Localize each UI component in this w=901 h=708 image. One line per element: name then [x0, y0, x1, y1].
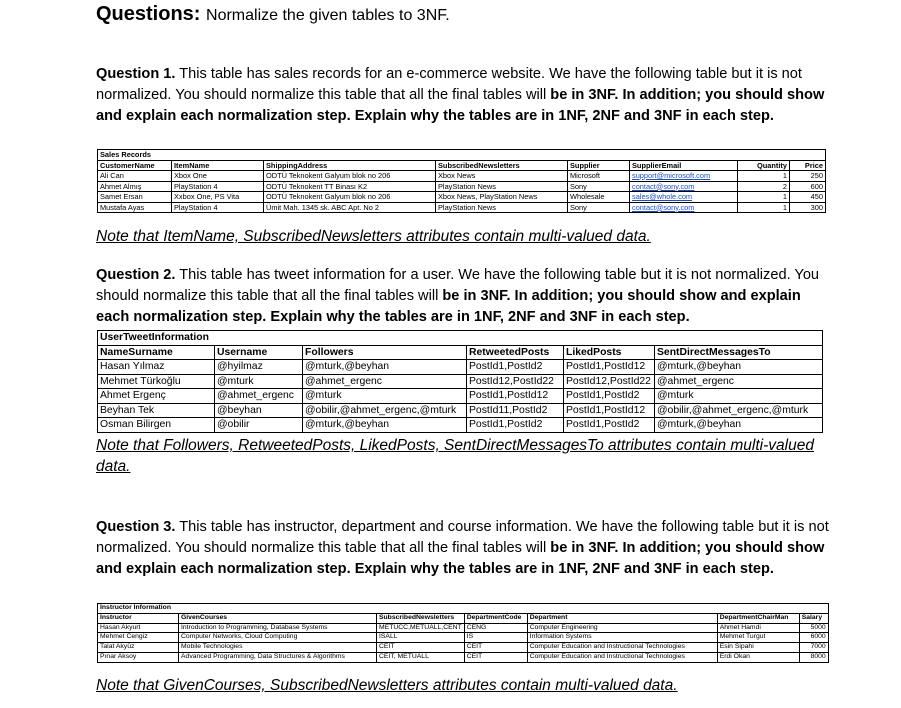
table-row: [98, 192, 826, 203]
table-cell: PostId1,PostId12: [564, 403, 655, 418]
table-row: [98, 418, 823, 433]
table-cell: 1: [738, 171, 790, 182]
question-3: [96, 517, 836, 580]
column-header: GivenCourses: [179, 613, 377, 623]
question-1-text: This table has sales records for an e-commerce website. We have the following table but it is not normalized. You should normalize this table that all the final tables will: [96, 66, 802, 103]
table-cell: Hasan Yılmaz: [98, 360, 215, 375]
email-link[interactable]: contact@sony.com: [632, 181, 695, 191]
table-cell: Xbox One: [172, 171, 264, 182]
column-header: Instructor: [98, 613, 179, 623]
table-cell: @obilir,@ahmet_ergenc,@mturk: [655, 403, 823, 418]
question-1-bold: be in 3NF. In addition; you should show and explain each normalization step. Explain why the tables are in 1NF, 2NF and 3NF in each step.: [96, 87, 825, 124]
column-header: DepartmentChairMan: [717, 613, 799, 623]
table-cell: [630, 192, 738, 203]
table-caption: UserTweetInformation: [98, 331, 823, 346]
table-cell: CEIT: [464, 652, 527, 662]
table-cell: PostId12,PostId22: [564, 374, 655, 389]
table-cell: Osman Bilirgen: [98, 418, 215, 433]
table-header-row: [98, 345, 823, 360]
table-row: [98, 360, 823, 375]
table-cell: Samet Ersan: [98, 192, 172, 203]
question-3-note: Note that GivenCourses, SubscribedNewsletters attributes contain multi-valued data.: [96, 677, 678, 694]
question-2-note: Note that Followers, RetweetedPosts, LikedPosts, SentDirectMessagesTo attributes contain multi-valued data.: [96, 437, 814, 475]
table-cell: IS: [464, 633, 527, 643]
sales-records-table: [97, 149, 826, 213]
table-cell: @ahmet_ergenc: [215, 389, 303, 404]
column-header: SupplierEmail: [630, 160, 738, 171]
table-cell: [630, 202, 738, 213]
table-cell: Xbox News, PlayStation News: [436, 192, 568, 203]
table-cell: @obilir,@ahmet_ergenc,@mturk: [303, 403, 467, 418]
table-cell: METUCC,METUALL,CENT: [377, 623, 465, 633]
table-cell: 5000: [799, 623, 828, 633]
page-title-label: Questions:: [96, 3, 201, 25]
table-cell: Esin Sipahi: [717, 643, 799, 653]
table-row: [98, 623, 829, 633]
table-cell: @mturk: [303, 389, 467, 404]
table-cell: Xbox News: [436, 171, 568, 182]
page-title-text: Normalize the given tables to 3NF.: [206, 7, 450, 24]
page-title: [96, 3, 450, 26]
table-cell: Computer Networks, Cloud Computing: [179, 633, 377, 643]
table-cell: @mturk,@beyhan: [655, 418, 823, 433]
column-header: ItemName: [172, 160, 264, 171]
table-cell: PostId1,PostId2: [467, 360, 564, 375]
column-header: ShippingAddress: [264, 160, 436, 171]
table-cell: ODTÜ Teknokent Galyum blok no 206: [264, 192, 436, 203]
table-cell: PostId1,PostId12: [467, 389, 564, 404]
table-cell: @mturk: [215, 374, 303, 389]
question-1-note: Note that ItemName, SubscribedNewsletters attributes contain multi-valued data.: [96, 228, 651, 245]
table-cell: Ahmet Hamdi: [717, 623, 799, 633]
column-header: Followers: [303, 345, 467, 360]
table-cell: PlayStation News: [436, 202, 568, 213]
table-cell: @mturk: [655, 389, 823, 404]
table-row: [98, 171, 826, 182]
question-2-lead: Question 2.: [96, 267, 176, 283]
table-cell: Ümit Mah. 1345 sk. ABC Apt. No 2: [264, 202, 436, 213]
table-cell: Wholesale: [568, 192, 630, 203]
table-cell: [630, 181, 738, 192]
table-cell: Ali Can: [98, 171, 172, 182]
column-header: DepartmentCode: [464, 613, 527, 623]
table-row: [98, 643, 829, 653]
table-cell: 1: [738, 192, 790, 203]
table-cell: 450: [790, 192, 826, 203]
table-header-row: [98, 613, 829, 623]
table-cell: Mustafa Ayas: [98, 202, 172, 213]
table-cell: Mehmet Cengiz: [98, 633, 179, 643]
column-header: Username: [215, 345, 303, 360]
table-cell: Information Systems: [527, 633, 717, 643]
table-row: [98, 633, 829, 643]
column-header: Quantity: [738, 160, 790, 171]
table-cell: @mturk,@beyhan: [655, 360, 823, 375]
table-cell: Erdi Okan: [717, 652, 799, 662]
table-cell: Xxbox One, PS Vita: [172, 192, 264, 203]
table-cell: PostId1,PostId2: [564, 418, 655, 433]
table-cell: Sony: [568, 202, 630, 213]
table-cell: @beyhan: [215, 403, 303, 418]
table-cell: PostId12,PostId22: [467, 374, 564, 389]
question-1: [96, 64, 836, 127]
table-cell: [630, 171, 738, 182]
table-cell: Introduction to Programming, Database Systems: [179, 623, 377, 633]
column-header: SentDirectMessagesTo: [655, 345, 823, 360]
table-cell: PostId11,PostId2: [467, 403, 564, 418]
table-row: [98, 202, 826, 213]
table-cell: Advanced Programming, Data Structures & Algorithms: [179, 652, 377, 662]
table-caption: Sales Records: [98, 150, 826, 161]
question-2-bold: be in 3NF. In addition; you should show and explain each normalization step. Explain why the tables are in 1NF, 2NF and 3NF in each step.: [96, 288, 801, 325]
question-3-lead: Question 3.: [96, 519, 176, 535]
table-cell: @ahmet_ergenc: [303, 374, 467, 389]
table-cell: @hyilmaz: [215, 360, 303, 375]
table-cell: Hasan Akyurt: [98, 623, 179, 633]
column-header: LikedPosts: [564, 345, 655, 360]
table-cell: ISALL: [377, 633, 465, 643]
table-row: [98, 652, 829, 662]
table-cell: CENG: [464, 623, 527, 633]
column-header: SubscribedNewsletters: [436, 160, 568, 171]
column-header: SubscribedNewsletters: [377, 613, 465, 623]
table-cell: @ahmet_ergenc: [655, 374, 823, 389]
table-cell: @mturk,@beyhan: [303, 418, 467, 433]
table-cell: 300: [790, 202, 826, 213]
question-2: [96, 265, 836, 328]
table-cell: @obilir: [215, 418, 303, 433]
table-row: [98, 403, 823, 418]
table-row: [98, 389, 823, 404]
column-header: CustomerName: [98, 160, 172, 171]
table-cell: 7000: [799, 643, 828, 653]
question-3-bold: be in 3NF. In addition; you should show and explain each normalization step. Explain why the tables are in 1NF, 2NF and 3NF in each step.: [96, 540, 825, 577]
column-header: Salary: [799, 613, 828, 623]
table-cell: 2: [738, 181, 790, 192]
table-cell: PlayStation News: [436, 181, 568, 192]
table-cell: Pınar Aksoy: [98, 652, 179, 662]
table-cell: 6000: [799, 633, 828, 643]
table-cell: @mturk,@beyhan: [303, 360, 467, 375]
table-cell: Microsoft: [568, 171, 630, 182]
table-cell: Talat Akyüz: [98, 643, 179, 653]
table-row: [98, 374, 823, 389]
column-header: RetweetedPosts: [467, 345, 564, 360]
table-cell: CEIT: [464, 643, 527, 653]
column-header: NameSurname: [98, 345, 215, 360]
question-3-text: This table has instructor, department and course information. We have the following table but it is not normalized. You should normalize this table that all the final tables will: [96, 519, 829, 556]
table-cell: Computer Education and Instructional Technologies: [527, 643, 717, 653]
table-cell: Mehmet Turgut: [717, 633, 799, 643]
table-cell: PostId1,PostId2: [564, 389, 655, 404]
email-link[interactable]: sales@whole.com: [632, 192, 693, 201]
email-link[interactable]: contact@sony.com: [632, 202, 695, 212]
table-cell: 600: [790, 181, 826, 192]
table-cell: PlayStation 4: [172, 202, 264, 213]
table-caption: Instructor Information: [98, 604, 829, 614]
table-cell: Mehmet Türkoğlu: [98, 374, 215, 389]
table-cell: PostId1,PostId2: [467, 418, 564, 433]
table-cell: PlayStation 4: [172, 181, 264, 192]
table-cell: Ahmet Ergenç: [98, 389, 215, 404]
table-cell: ODTÜ Teknokent Galyum blok no 206: [264, 171, 436, 182]
question-2-text: This table has tweet information for a user. We have the following table but it is not normalized. You should normalize this table that all the final tables will: [96, 267, 820, 304]
table-cell: Computer Education and Instructional Technologies: [527, 652, 717, 662]
column-header: Supplier: [568, 160, 630, 171]
table-cell: 8000: [799, 652, 828, 662]
user-tweet-information-table: [97, 330, 823, 433]
table-cell: Computer Engineering: [527, 623, 717, 633]
table-cell: CEIT: [377, 643, 465, 653]
column-header: Department: [527, 613, 717, 623]
table-cell: PostId1,PostId12: [564, 360, 655, 375]
table-cell: ODTÜ Teknokent TT Binası K2: [264, 181, 436, 192]
instructor-information-table: [97, 603, 829, 663]
table-cell: 250: [790, 171, 826, 182]
table-cell: Beyhan Tek: [98, 403, 215, 418]
email-link[interactable]: support@microsoft.com: [632, 171, 711, 180]
table-header-row: [98, 160, 826, 171]
question-1-lead: Question 1.: [96, 66, 176, 82]
table-row: [98, 181, 826, 192]
table-cell: CEIT, METUALL: [377, 652, 465, 662]
table-cell: Sony: [568, 181, 630, 192]
table-cell: 1: [738, 202, 790, 213]
column-header: Price: [790, 160, 826, 171]
table-cell: Ahmet Almış: [98, 181, 172, 192]
table-cell: Mobile Technologies: [179, 643, 377, 653]
